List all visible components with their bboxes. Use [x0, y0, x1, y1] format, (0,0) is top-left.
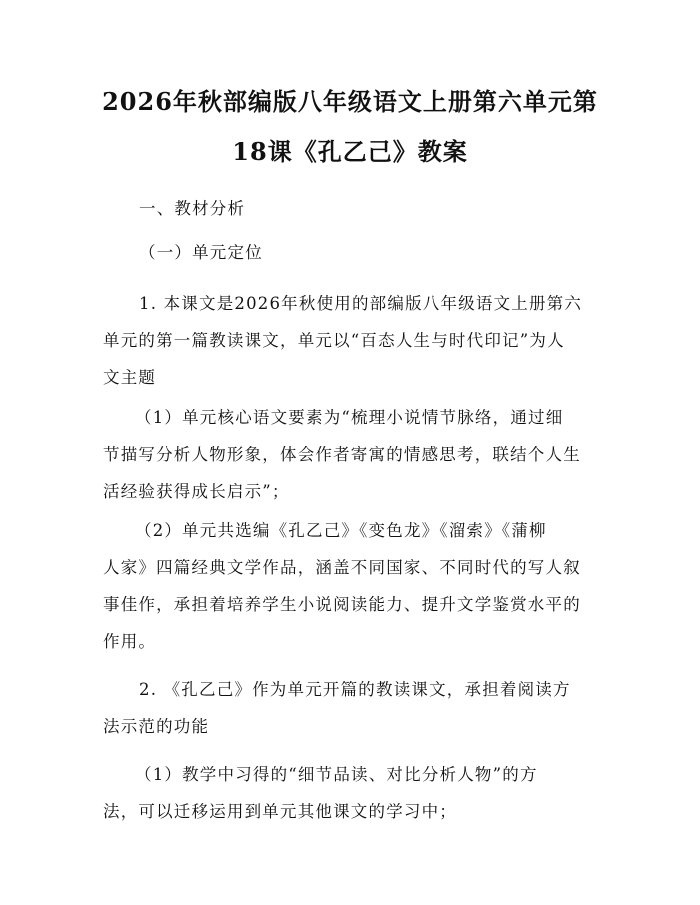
- paragraph-line: 单元的第一篇教读课文，单元以“百态人生与时代印记”为人: [103, 331, 565, 350]
- paragraph-line: 1. 本课文是2026年秋使用的部编版八年级语文上册第六: [139, 294, 583, 313]
- paragraph-line: 法，可以迁移运用到单元其他课文的学习中；: [103, 802, 457, 821]
- paragraph-line: 2. 《孔乙己》作为单元开篇的教读课文，承担着阅读方: [139, 680, 571, 699]
- paragraph-item-2-1: [103, 756, 603, 830]
- section-heading: [103, 190, 603, 227]
- paragraph-line: （1）单元核心语文要素为“梳理小说情节脉络，通过细: [135, 408, 564, 427]
- paragraph-line: 事佳作，承担着培养学生小说阅读能力、提升文学鉴赏水平的: [103, 595, 581, 614]
- paragraph-item-2: [103, 671, 603, 745]
- subsection-heading-text: （一）单元定位: [139, 243, 263, 262]
- paragraph-line: （2）单元共选编《孔乙己》《变色龙》《溜索》《蒲柳: [135, 521, 547, 540]
- paragraph-line: 作用。: [103, 632, 157, 651]
- paragraph-line: 活经验获得成长启示”；: [103, 482, 290, 501]
- section-heading-text: 一、教材分析: [139, 199, 246, 218]
- paragraph-line: 文主题: [103, 368, 157, 387]
- document-title-line-1: 2026年秋部编版八年级语文上册第六单元第: [102, 87, 598, 116]
- paragraph-line: 节描写分析人物形象，体会作者寄寓的情感思考，联结个人生: [103, 445, 581, 464]
- paragraph-line: 人家》四篇经典文学作品，涵盖不同国家、不同时代的写人叙: [103, 558, 581, 577]
- subsection-heading: [103, 234, 603, 271]
- paragraph-item-1-2: [103, 512, 603, 660]
- paragraph-item-1-1: [103, 399, 603, 510]
- paragraph-line: （1）教学中习得的“细节品读、对比分析人物”的方: [135, 765, 538, 784]
- document-title-line-2: 18课《孔乙己》教案: [232, 137, 468, 166]
- paragraph-item-1: [103, 285, 603, 396]
- paragraph-line: 法示范的功能: [103, 717, 210, 736]
